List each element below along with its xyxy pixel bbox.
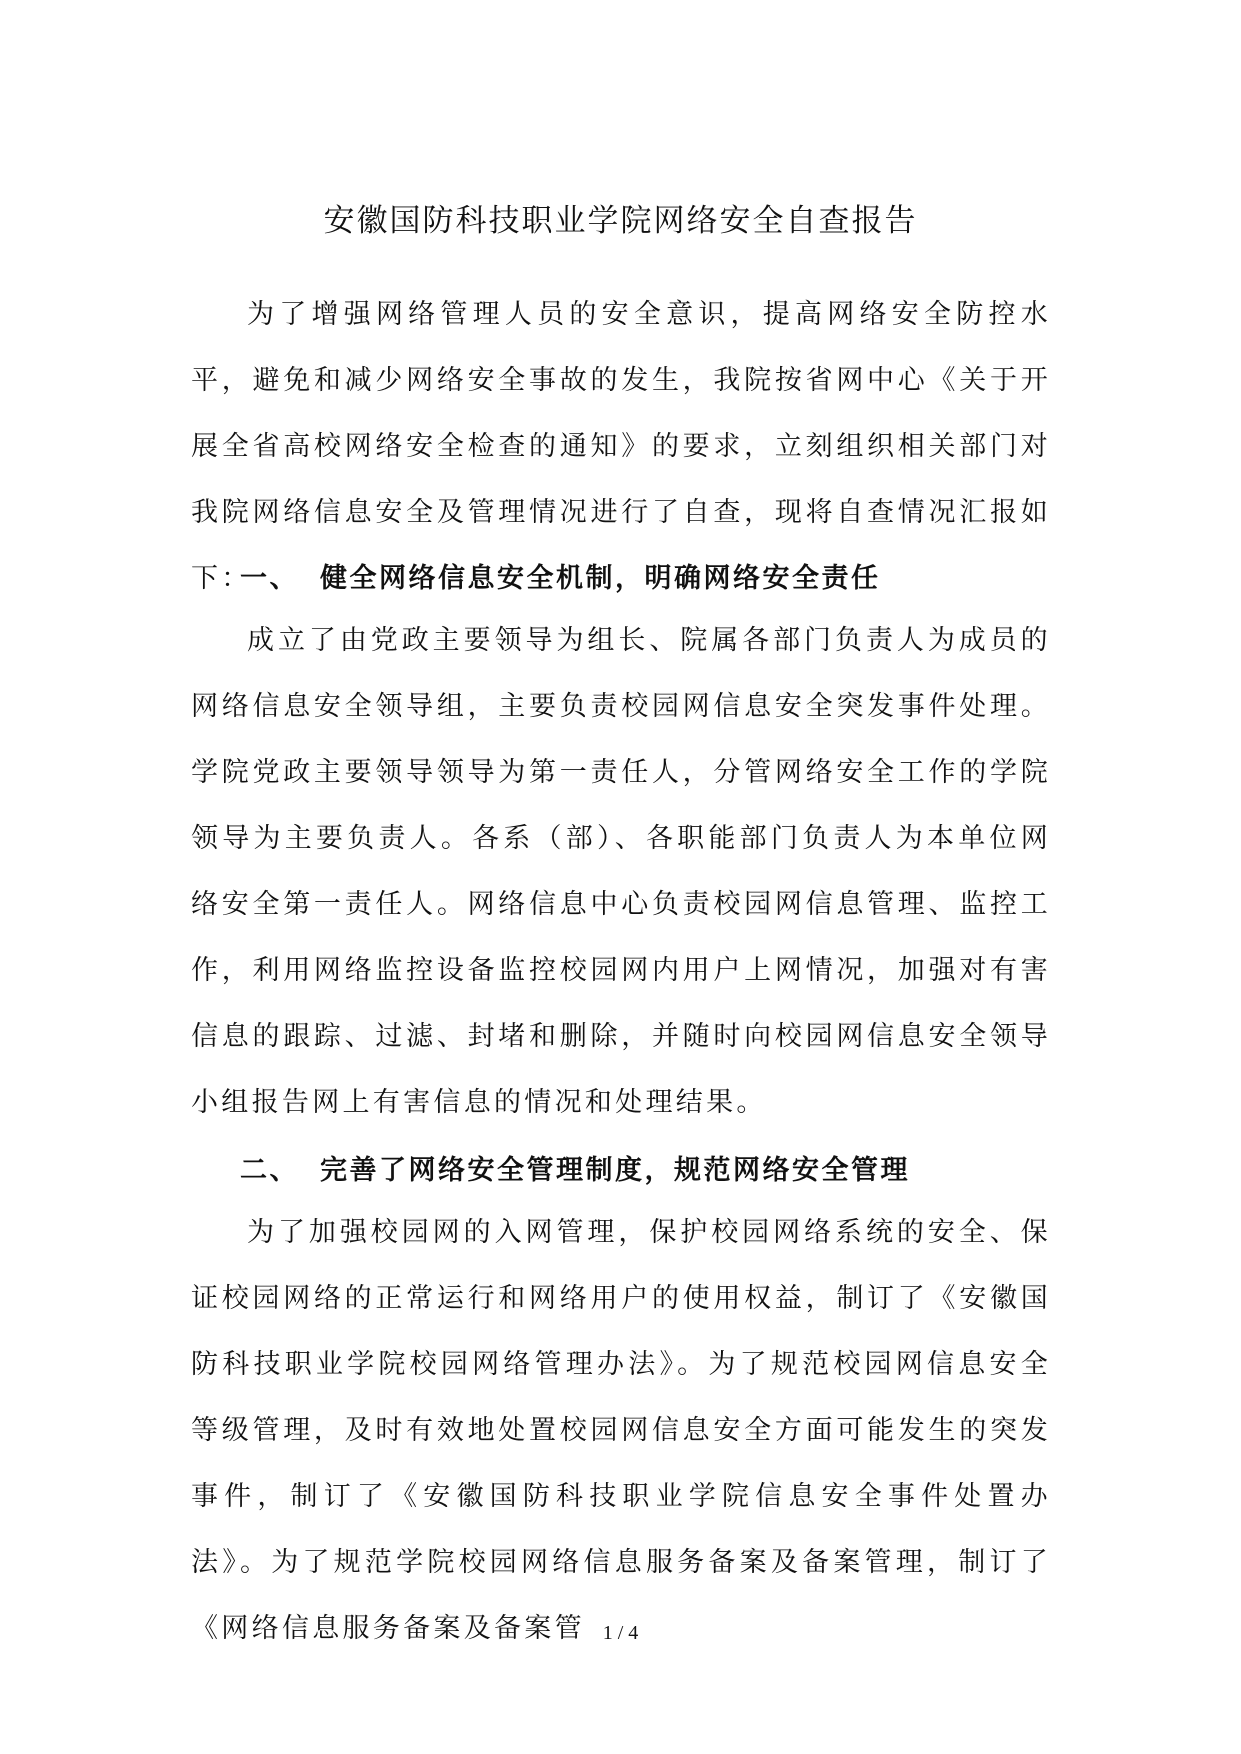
section-heading-text-1: 健全网络信息安全机制，明确网络安全责任	[320, 563, 881, 594]
document-title: 安徽国防科技职业学院网络安全自查报告	[323, 203, 918, 239]
page-number: 1 / 4	[602, 1622, 639, 1644]
section-paragraph-2: 为了加强校园网的入网管理，保护校园网络系统的安全、保证校园网络的正常运行和网络用户的使用权益，制订了《安徽国防科技职业学院校园网络管理办法》。为了规范校园网信息安全等级管理，及时有效地处置校园网信息安全方面可能发生的突发事件，制订了《安徽国防科技职业学院信息安全事件处置办法》。为了规范学院校园网络信息服务备案及备案管理，制订了《网络信息服务备案及备案管	[191, 1217, 1051, 1644]
section-heading-1	[240, 556, 881, 595]
section-heading-text-2: 完善了网络安全管理制度，规范网络安全管理	[320, 1155, 910, 1186]
section-heading-2	[240, 1148, 910, 1187]
intro-paragraph: 为了增强网络管理人员的安全意识，提高网络安全防控水平，避免和减少网络安全事故的发生，我院按省网中心《关于开展全省高校网络安全检查的通知》的要求，立刻组织相关部门对我院网络信息安全及管理情况进行了自查，现将自查情况汇报如下：	[191, 299, 1051, 594]
section-number-1: 一、	[240, 563, 299, 594]
section-paragraph-1: 成立了由党政主要领导为组长、院属各部门负责人为成员的网络信息安全领导组，主要负责校园网信息安全突发事件处理。学院党政主要领导领导为第一责任人，分管网络安全工作的学院领导为主要负责人。各系（部）、各职能部门负责人为本单位网络安全第一责任人。网络信息中心负责校园网信息管理、监控工作，利用网络监控设备监控校园网内用户上网情况，加强对有害信息的跟踪、过滤、封堵和删除，并随时向校园网信息安全领导小组报告网上有害信息的情况和处理结果。	[191, 625, 1051, 1118]
section-number-2: 二、	[240, 1155, 299, 1186]
